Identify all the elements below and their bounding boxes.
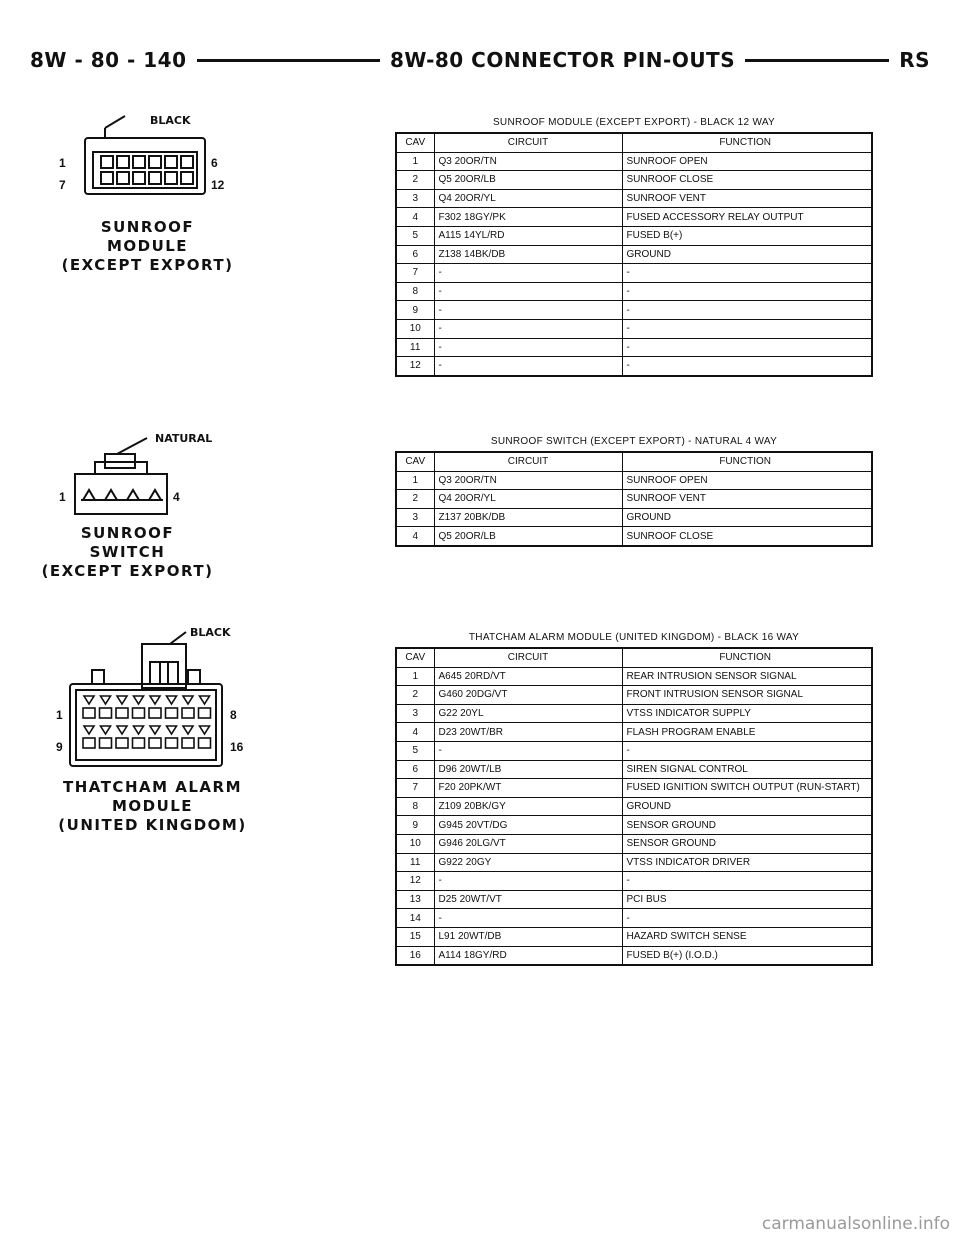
cav-cell: 3: [396, 508, 434, 527]
table-row: [396, 779, 872, 798]
cavity: [166, 708, 178, 718]
circuit-cell: D25 20WT/VT: [434, 890, 622, 909]
table-row: [396, 760, 872, 779]
cav-header: CAV: [396, 452, 434, 471]
circuit-cell: D96 20WT/LB: [434, 760, 622, 779]
terminal-latch: [183, 696, 193, 704]
table-header-row: [396, 648, 872, 667]
table-row: [396, 264, 872, 283]
cav-header: CAV: [396, 648, 434, 667]
table-row: [396, 741, 872, 760]
cavity: [182, 738, 194, 748]
function-cell: -: [622, 301, 872, 320]
function-cell: SIREN SIGNAL CONTROL: [622, 760, 872, 779]
cav-cell: 1: [396, 152, 434, 171]
cavity-row-bottom: [101, 172, 193, 184]
pin-label-12: 12: [211, 178, 225, 192]
cav-cell: 3: [396, 189, 434, 208]
cavity: [149, 708, 161, 718]
function-cell: -: [622, 264, 872, 283]
circuit-cell: Q5 20OR/LB: [434, 527, 622, 546]
circuit-header: CIRCUIT: [434, 133, 622, 152]
function-header: FUNCTION: [622, 133, 872, 152]
table-header-row: [396, 133, 872, 152]
circuit-cell: F302 18GY/PK: [434, 208, 622, 227]
table-row: [396, 686, 872, 705]
section-title: 8W-80 CONNECTOR PIN-OUTS: [380, 48, 745, 72]
cavity: [199, 708, 211, 718]
function-cell: GROUND: [622, 245, 872, 264]
function-cell: GROUND: [622, 508, 872, 527]
circuit-cell: Q5 20OR/LB: [434, 171, 622, 190]
cavity: [100, 738, 112, 748]
function-cell: VTSS INDICATOR SUPPLY: [622, 704, 872, 723]
cav-cell: 3: [396, 704, 434, 723]
cav-cell: 2: [396, 171, 434, 190]
terminal-latch: [134, 726, 144, 734]
terminal-latch: [183, 726, 193, 734]
cavity: [116, 738, 128, 748]
connector-color-label: BLACK: [190, 626, 231, 639]
function-cell: SUNROOF OPEN: [622, 152, 872, 171]
sunroof-switch-table-title: SUNROOF SWITCH (EXCEPT EXPORT) - NATURAL 4 WAY: [490, 436, 778, 447]
cav-cell: 4: [396, 208, 434, 227]
circuit-header: CIRCUIT: [434, 648, 622, 667]
circuit-cell: G922 20GY: [434, 853, 622, 872]
function-cell: -: [622, 872, 872, 891]
function-header: FUNCTION: [622, 648, 872, 667]
sunroof-switch-pinout-table: [395, 451, 873, 547]
cavity: [83, 738, 95, 748]
table-row: [396, 490, 872, 509]
cavity: [166, 738, 178, 748]
function-cell: -: [622, 741, 872, 760]
circuit-cell: Q3 20OR/TN: [434, 471, 622, 490]
function-cell: -: [622, 338, 872, 357]
circuit-cell: Q4 20OR/YL: [434, 189, 622, 208]
page-number: 8W - 80 - 140: [30, 48, 197, 72]
cav-cell: 10: [396, 319, 434, 338]
cav-cell: 15: [396, 927, 434, 946]
label-leader-line: [117, 438, 147, 454]
sunroof-switch-diagram-title: SUNROOF SWITCH (EXCEPT EXPORT): [41, 524, 214, 580]
table-row: [396, 508, 872, 527]
table-row: [396, 301, 872, 320]
function-cell: FRONT INTRUSION SENSOR SIGNAL: [622, 686, 872, 705]
thatcham-alarm-connector-diagram: [52, 622, 242, 772]
terminal-latch: [84, 726, 94, 734]
terminal-latch: [101, 726, 111, 734]
circuit-cell: -: [434, 741, 622, 760]
cavity-grid: [83, 696, 211, 748]
label-leader-line: [105, 116, 125, 128]
cav-cell: 9: [396, 816, 434, 835]
function-cell: REAR INTRUSION SENSOR SIGNAL: [622, 667, 872, 686]
function-cell: GROUND: [622, 797, 872, 816]
pin-label-8: 8: [230, 708, 237, 722]
function-cell: -: [622, 909, 872, 928]
cavity: [199, 738, 211, 748]
cav-cell: 10: [396, 834, 434, 853]
function-cell: SUNROOF VENT: [622, 189, 872, 208]
function-cell: -: [622, 357, 872, 376]
table-row: [396, 152, 872, 171]
cav-cell: 4: [396, 527, 434, 546]
cavity: [133, 738, 145, 748]
function-cell: FUSED B(+): [622, 226, 872, 245]
table-row: [396, 319, 872, 338]
function-cell: FUSED B(+) (I.O.D.): [622, 946, 872, 965]
cav-cell: 6: [396, 245, 434, 264]
circuit-cell: F20 20PK/WT: [434, 779, 622, 798]
cav-cell: 13: [396, 890, 434, 909]
circuit-cell: G22 20YL: [434, 704, 622, 723]
terminal-latch: [101, 696, 111, 704]
function-cell: PCI BUS: [622, 890, 872, 909]
cavity: [133, 708, 145, 718]
function-cell: FLASH PROGRAM ENABLE: [622, 723, 872, 742]
label-leader-line: [170, 632, 186, 644]
function-cell: FUSED ACCESSORY RELAY OUTPUT: [622, 208, 872, 227]
cav-cell: 8: [396, 797, 434, 816]
terminal-latch: [84, 696, 94, 704]
cav-cell: 2: [396, 686, 434, 705]
cav-cell: 7: [396, 779, 434, 798]
function-cell: -: [622, 319, 872, 338]
circuit-cell: -: [434, 301, 622, 320]
cav-cell: 6: [396, 760, 434, 779]
function-cell: SUNROOF OPEN: [622, 471, 872, 490]
circuit-cell: -: [434, 282, 622, 301]
thatcham-alarm-pinout-table: [395, 647, 873, 966]
cav-cell: 12: [396, 872, 434, 891]
table-row: [396, 890, 872, 909]
terminal-latch: [117, 726, 127, 734]
cavity: [182, 708, 194, 718]
terminal-latch: [134, 696, 144, 704]
cav-cell: 8: [396, 282, 434, 301]
circuit-cell: -: [434, 264, 622, 283]
sunroof-switch-connector-diagram: [55, 428, 213, 518]
table-row: [396, 282, 872, 301]
cav-cell: 1: [396, 471, 434, 490]
circuit-cell: D23 20WT/BR: [434, 723, 622, 742]
cav-cell: 16: [396, 946, 434, 965]
cav-cell: 2: [396, 490, 434, 509]
function-cell: SUNROOF VENT: [622, 490, 872, 509]
function-cell: VTSS INDICATOR DRIVER: [622, 853, 872, 872]
circuit-cell: -: [434, 909, 622, 928]
cav-cell: 5: [396, 226, 434, 245]
function-cell: SENSOR GROUND: [622, 834, 872, 853]
terminal-latch: [167, 696, 177, 704]
cav-cell: 7: [396, 264, 434, 283]
cav-cell: 1: [396, 667, 434, 686]
table-row: [396, 338, 872, 357]
circuit-cell: A645 20RD/VT: [434, 667, 622, 686]
table-header-row: [396, 452, 872, 471]
circuit-cell: G946 20LG/VT: [434, 834, 622, 853]
pin-label-9: 9: [56, 740, 63, 754]
table-row: [396, 816, 872, 835]
table-row: [396, 927, 872, 946]
circuit-header: CIRCUIT: [434, 452, 622, 471]
circuit-cell: G460 20DG/VT: [434, 686, 622, 705]
circuit-cell: -: [434, 872, 622, 891]
watermark: carmanualsonline.info: [761, 1214, 950, 1234]
vehicle-code: RS: [889, 48, 930, 72]
sunroof-module-pinout-table: [395, 132, 873, 377]
pin-label-7: 7: [59, 178, 66, 192]
circuit-cell: -: [434, 357, 622, 376]
function-cell: SENSOR GROUND: [622, 816, 872, 835]
pin-label-1: 1: [56, 708, 63, 722]
circuit-cell: Z137 20BK/DB: [434, 508, 622, 527]
table-row: [396, 527, 872, 546]
table-row: [396, 189, 872, 208]
cavity: [83, 708, 95, 718]
circuit-cell: Q4 20OR/YL: [434, 490, 622, 509]
table-row: [396, 723, 872, 742]
circuit-cell: -: [434, 319, 622, 338]
circuit-cell: -: [434, 338, 622, 357]
function-cell: SUNROOF CLOSE: [622, 171, 872, 190]
pin-label-1: 1: [59, 490, 66, 504]
table-row: [396, 171, 872, 190]
table-row: [396, 909, 872, 928]
pin-label-4: 4: [173, 490, 180, 504]
table-row: [396, 208, 872, 227]
table-row: [396, 797, 872, 816]
circuit-cell: Z109 20BK/GY: [434, 797, 622, 816]
function-cell: SUNROOF CLOSE: [622, 527, 872, 546]
cav-cell: 12: [396, 357, 434, 376]
terminal-latch: [150, 696, 160, 704]
table-row: [396, 357, 872, 376]
sunroof-module-diagram-title: SUNROOF MODULE (EXCEPT EXPORT): [61, 218, 234, 274]
cav-cell: 9: [396, 301, 434, 320]
table-row: [396, 226, 872, 245]
cav-cell: 4: [396, 723, 434, 742]
table-row: [396, 667, 872, 686]
cavity: [100, 708, 112, 718]
cav-cell: 5: [396, 741, 434, 760]
table-row: [396, 245, 872, 264]
function-cell: -: [622, 282, 872, 301]
table-row: [396, 471, 872, 490]
circuit-cell: A114 18GY/RD: [434, 946, 622, 965]
thatcham-alarm-table-title: THATCHAM ALARM MODULE (UNITED KINGDOM) - BLACK 16 WAY: [468, 632, 800, 643]
terminal-latch: [117, 696, 127, 704]
terminal-latch: [200, 696, 210, 704]
pin-label-1: 1: [59, 156, 66, 170]
pin-label-16: 16: [230, 740, 244, 754]
page-header: [30, 44, 930, 74]
cav-cell: 11: [396, 853, 434, 872]
connector-color-label: NATURAL: [155, 432, 213, 445]
table-row: [396, 704, 872, 723]
cavity-row-top: [101, 156, 193, 168]
table-row: [396, 946, 872, 965]
function-cell: HAZARD SWITCH SENSE: [622, 927, 872, 946]
terminal-latch: [150, 726, 160, 734]
terminal-latch: [167, 726, 177, 734]
pin-label-6: 6: [211, 156, 218, 170]
circuit-cell: L91 20WT/DB: [434, 927, 622, 946]
terminal-latch: [200, 726, 210, 734]
cav-cell: 14: [396, 909, 434, 928]
cavity: [116, 708, 128, 718]
sunroof-module-table-title: SUNROOF MODULE (EXCEPT EXPORT) - BLACK 12 WAY: [492, 117, 776, 128]
cavity: [149, 738, 161, 748]
cav-header: CAV: [396, 133, 434, 152]
table-row: [396, 834, 872, 853]
circuit-cell: Z138 14BK/DB: [434, 245, 622, 264]
function-cell: FUSED IGNITION SWITCH OUTPUT (RUN-START): [622, 779, 872, 798]
function-header: FUNCTION: [622, 452, 872, 471]
table-row: [396, 872, 872, 891]
circuit-cell: A115 14YL/RD: [434, 226, 622, 245]
sunroof-module-connector-diagram: [55, 108, 245, 218]
thatcham-alarm-diagram-title: THATCHAM ALARM MODULE (UNITED KINGDOM): [58, 778, 247, 834]
circuit-cell: G945 20VT/DG: [434, 816, 622, 835]
connector-color-label: BLACK: [150, 114, 191, 127]
circuit-cell: Q3 20OR/TN: [434, 152, 622, 171]
cav-cell: 11: [396, 338, 434, 357]
table-row: [396, 853, 872, 872]
